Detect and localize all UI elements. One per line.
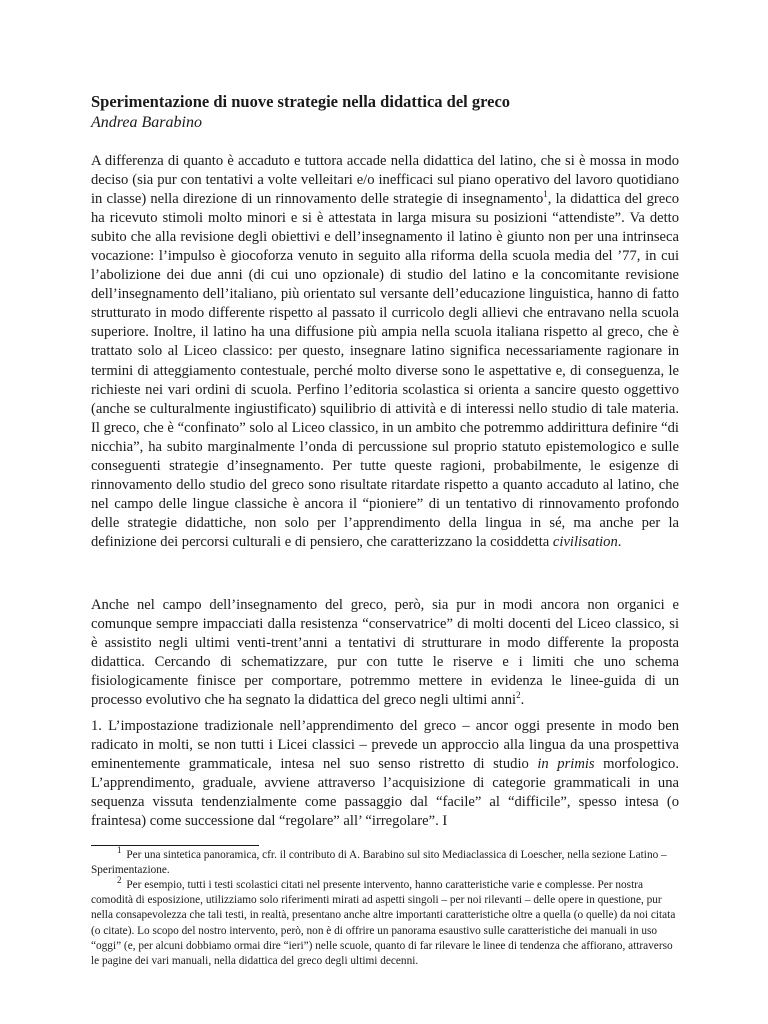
footnote-text: Per esempio, tutti i testi scolastici citati nel presente intervento, hanno caratteristiche varie e complesse. Per nostra comodità di esposizione, utilizziamo solo riferimenti mirati ad aspetti singoli – per noi rilevanti – delle opere in questione, pur nella consapevolezza che tali testi, in realtà, presentano anche altre importanti caratteristiche oltre a quella (o quelle) da noi citata (o citate). Lo scopo del nostro intervento, però, non è di offrire un panorama esaustivo sulle caratteristiche dei manuali in uso “oggi” (e, per alcuni dobbiamo ormai dire “ieri”) nelle scuole, quanto di far rilevare le linee di tendenza che affiorano, attraverso le pagine dei vari manuali, nella didattica del greco degli ultimi decenni.	[91, 879, 676, 968]
footnote-2	[91, 875, 681, 969]
footnote-number: 2	[117, 875, 122, 886]
text-segment: , la didattica del greco ha ricevuto stimoli molto minori e si è attestata in larga misura su posizioni “attendiste”. Va detto subito che alla revisione degli obiettivi e dell’insegnamento il latino è giunto non per una intrinseca vocazione: l’impulso è giocoforza venuto in seguito alla riforma della scuola media del ’77, in cui l’abolizione dei due anni (di cui uno opzionale) di studio del latino e la concomitante revisione dell’insegnamento dell’italiano, più orientato sul versante dell’educazione linguistica, hanno di fatto strutturato in modo differente rispetto al passato il curricolo degli allievi che entravano nella scuola superiore. Inoltre, il latino ha una diffusione più ampia nella scuola italiana rispetto al greco, che è trattato solo al Liceo classico: per questo, insegnare latino significa necessariamente ragionare in termini di atteggiamento contestuale, perché molto diverse sono le aspettative e, di conseguenza, le richieste nei vari ordini di scuola. Perfino l’editoria scolastica si orienta a sancire questo oggettivo (anche se culturalmente ingiustificato) squilibrio di attività e di interessi nello studio di tale materia. Il greco, che è “confinato” solo al Liceo classico, in un ambito che potremmo addirittura definire “di nicchia”, ha subito marginalmente l’onda di percussione sul proprio statuto epistemologico e sulle conseguenti strategie d’insegnamento. Per tutte queste ragioni, probabilmente, le esigenze di rinnovamento dello studio del greco sono risultate ritardate rispetto a quanto accaduto al latino, che nel campo delle lingue classiche è ancora il “pioniere” di un tentativo di rinnovamento profondo delle strategie didattiche, non solo per l’apprendimento della lingua in sé, ma anche per la definizione dei percorsi culturali e di pensiero, che caratterizzano la cosiddetta	[91, 191, 679, 550]
footnote-1	[91, 845, 681, 878]
italic-term: civilisation	[552, 533, 618, 550]
footnote-number: 1	[117, 845, 122, 856]
footnote-ref-1[interactable]: 1	[543, 189, 548, 200]
body-paragraph-1	[91, 152, 679, 552]
text-segment: morfologico. L’apprendimento, graduale, avviene attraverso l’acquisizione di categorie grammaticali in una sequenza vissuta tendenzialmente come passaggio dal “facile” al “difficile”, spesso intesa (o fraintesa) come successione dal “regolare” all’ “irregolare”. I	[91, 756, 679, 830]
author-name: Andrea Barabino	[91, 114, 202, 131]
text-segment: .	[617, 533, 622, 550]
text-segment: 1. L’impostazione tradizionale nell’apprendimento del greco – ancor oggi presente in modo ben radicato in molti, se non tutti i Licei classici – prevede un approccio alla lingua da una prospettiva eminentemente grammaticale, intesa nel suo senso ristretto di studio	[91, 718, 679, 773]
body-paragraph-3	[91, 717, 679, 831]
footnote-ref-2[interactable]: 2	[516, 690, 521, 701]
text-segment: Anche nel campo dell’insegnamento del greco, però, sia pur in modi ancora non organici e comunque sempre impacciati dalla resistenza “conservatrice” di molti docenti del Liceo classico, si è assistito negli ultimi venti-trent’anni a tentativi di strutturare in modo differente la proposta didattica. Cercando di schematizzare, pur con tutte le riserve e i limiti che uno schema fisiologicamente finisce per comportare, potremmo mettere in evidenza le linee-guida di un processo evolutivo che ha segnato la didattica del greco negli ultimi anni	[91, 597, 679, 709]
footnote-text: Per una sintetica panoramica, cfr. il contributo di A. Barabino sul sito Mediaclassica di Loescher, nella sezione Latino – Sperimentazione.	[91, 849, 667, 877]
italic-term: in primis	[537, 756, 595, 773]
text-segment: .	[520, 692, 525, 709]
document-title: Sperimentazione di nuove strategie nella didattica del greco	[91, 92, 511, 111]
text-segment: A differenza di quanto è accaduto e tuttora accade nella didattica del latino, che si è mossa in modo deciso (sia pur con tentativi a volte velleitari e/o inefficaci sul piano operativo del lavoro quotidiano in classe) nella direzione di un rinnovamento delle strategie di insegnamento	[91, 153, 679, 208]
body-paragraph-2	[91, 596, 679, 710]
